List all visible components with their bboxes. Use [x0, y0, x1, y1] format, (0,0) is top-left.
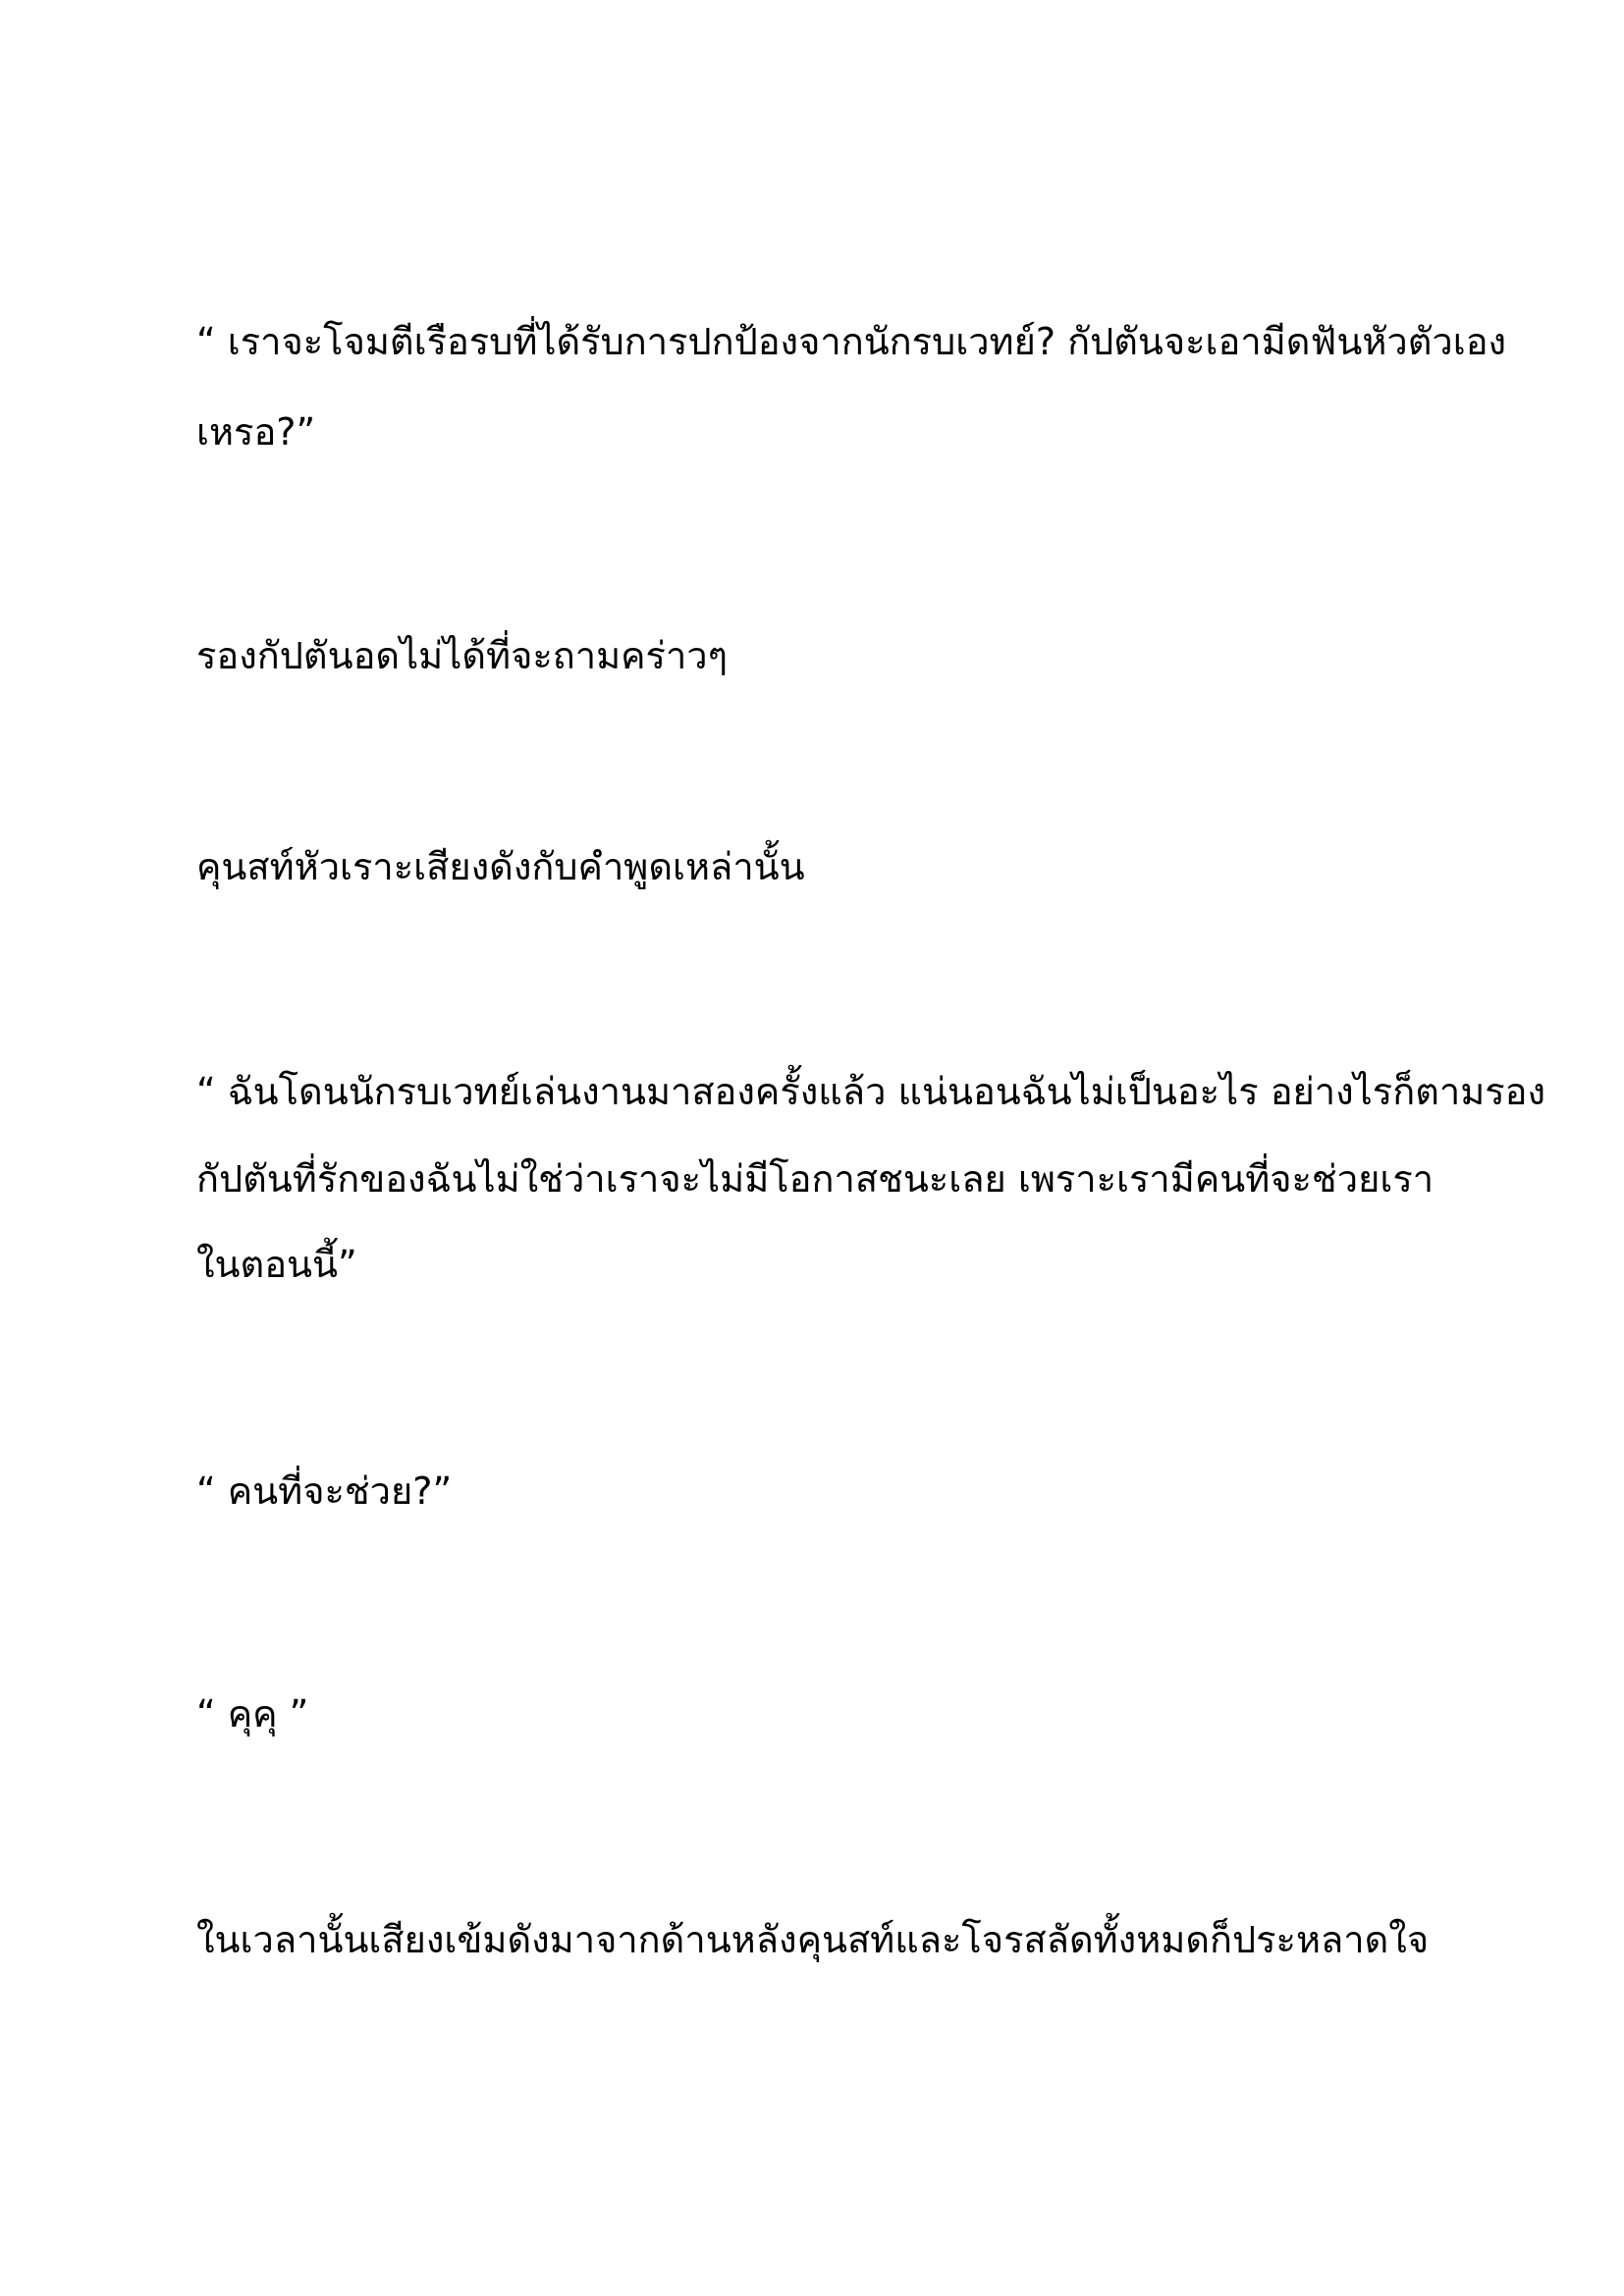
- paragraph-7-line-1: ในเวลานั้นเสียงเข้มดังมาจากด้านหลังคุนสท์และโจรสลัดทั้งหมดก็ประหลาดใจ: [196, 1918, 1430, 1961]
- paragraph-4-line-3: ในตอนนี้”: [196, 1243, 357, 1286]
- paragraph-4-line-2: กัปตันที่รักของฉันไม่ใช่ว่าเราจะไม่มีโอกาสชนะเลย เพราะเรามีคนที่จะช่วยเรา: [196, 1157, 1435, 1201]
- paragraph-1-line-1: “ เราจะโจมตีเรือรบที่ได้รับการปกป้องจากนักรบเวทย์? กัปตันจะเอามีดฟันหัวตัวเอง: [196, 320, 1507, 363]
- paragraph-5-line-1: “ คนที่จะช่วย?”: [196, 1469, 453, 1513]
- paragraph-3-line-1: คุนสท์หัวเราะเสียงดังกับคำพูดเหล่านั้น: [196, 845, 805, 888]
- paragraph-1-line-2: เหรอ?”: [196, 410, 316, 454]
- paragraph-6-line-1: “ คุคุ ”: [196, 1692, 309, 1735]
- paragraph-4-line-1: “ ฉันโดนนักรบเวทย์เล่นงานมาสองครั้งแล้ว แน่นอนฉันไม่เป็นอะไร อย่างไรก็ตามรอง: [196, 1070, 1546, 1113]
- paragraph-2-line-1: รองกัปตันอดไม่ได้ที่จะถามคร่าวๆ: [196, 634, 729, 677]
